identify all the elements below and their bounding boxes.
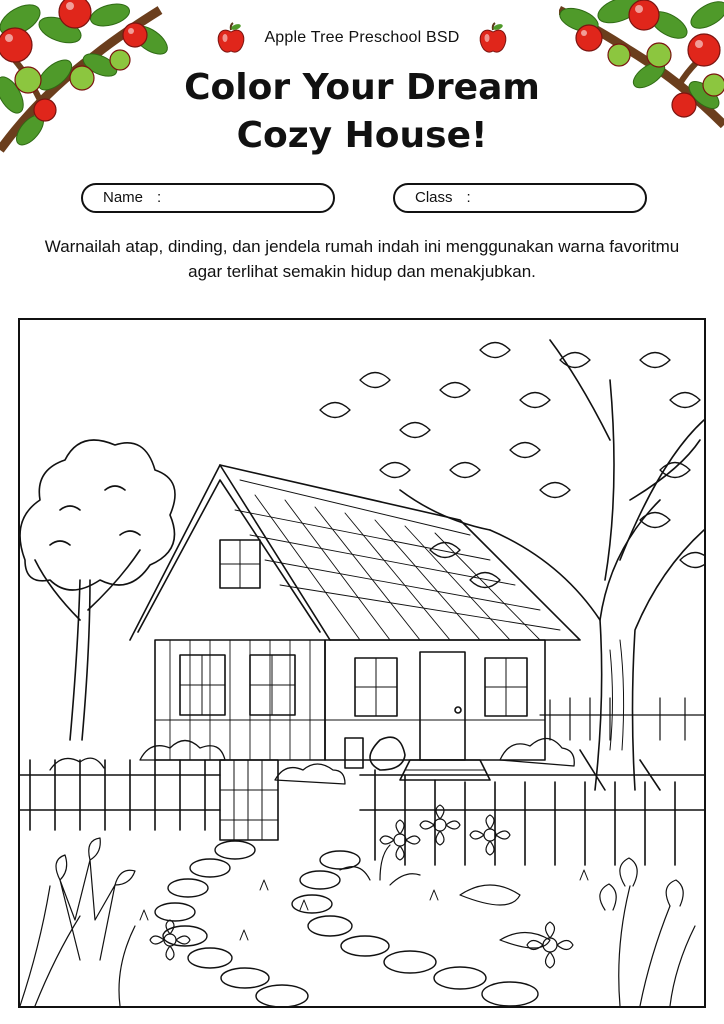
- title-line-2: Cozy House!: [236, 115, 488, 156]
- house-coloring-illustration: [20, 320, 704, 1006]
- class-field[interactable]: [393, 183, 647, 213]
- name-separator: :: [157, 189, 162, 206]
- bushes: [50, 738, 574, 784]
- page-title: [0, 64, 724, 160]
- instruction-text: Warnailah atap, dinding, dan jendela rumah indah ini menggunakan warna favoritmu agar terlihat semakin hidup dan menakjubkan.: [44, 237, 680, 281]
- left-tree: [20, 440, 175, 740]
- grass-tufts: [140, 870, 588, 940]
- school-name: Apple Tree Preschool BSD: [264, 29, 460, 46]
- cozy-house: [130, 465, 580, 780]
- school-header: [0, 22, 724, 54]
- name-field[interactable]: [81, 183, 335, 213]
- apple-icon: [216, 22, 246, 54]
- stepping-stone-path: [155, 841, 538, 1006]
- big-tree: [320, 340, 704, 790]
- wooden-fence: [20, 698, 704, 865]
- class-separator: :: [466, 189, 471, 206]
- name-label: Name: [103, 189, 144, 206]
- class-label: Class: [415, 189, 453, 206]
- title-line-1: Color Your Dream: [184, 67, 540, 108]
- coloring-picture-frame: [18, 318, 706, 1008]
- garden-flowers: [20, 805, 695, 1006]
- apple-icon: [478, 22, 508, 54]
